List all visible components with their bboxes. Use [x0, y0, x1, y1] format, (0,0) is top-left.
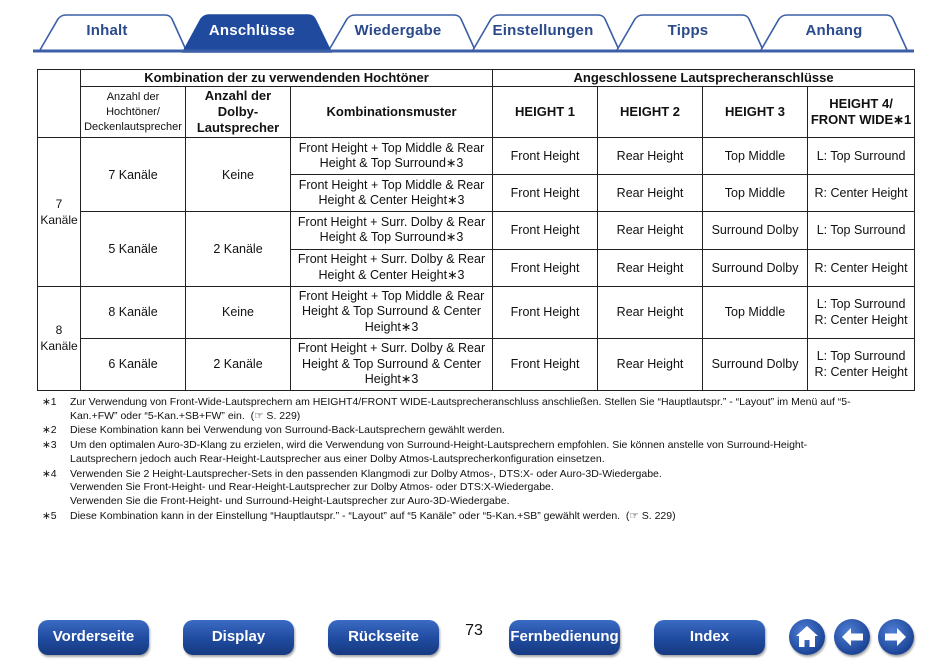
footnote-line[interactable]: Diese Kombination kann in der Einstellung “Hauptlautspr.” - “Layout” auf “5 Kanäle” oder “5-Kan.+SB” gewählt werden. (☞ S. 229) [70, 509, 676, 522]
table-row [38, 212, 915, 249]
footnote-line: Zur Verwendung von Front-Wide-Lautsprechern am HEIGHT4/FRONT WIDE-Lautsprecheranschluss anschließen. Stellen Sie “Hauptlautspr.” - “Layout” im Menü auf “5- [70, 396, 851, 408]
subheader-height-2: HEIGHT 2 [598, 87, 703, 138]
cell-height-2: Rear Height [598, 338, 703, 390]
tab-anschluesse[interactable]: Anschlüsse [208, 22, 296, 39]
header-right: Angeschlossene Lautsprecheranschlüsse [493, 70, 915, 87]
cell-muster: Front Height + Surr. Dolby & Rear Height & Center Height∗3 [291, 249, 493, 286]
footnotes [42, 396, 922, 524]
display-button[interactable]: Display [183, 620, 294, 655]
corner-cell [38, 70, 81, 138]
cell-muster: Front Height + Top Middle & Rear Height & Top Surround∗3 [291, 138, 493, 175]
footnote-line[interactable]: Kan.+FW” oder “5-Kan.+SB+FW” ein. (☞ S. 229) [70, 409, 301, 422]
arrow-right-icon [878, 619, 914, 655]
cell-height-2: Rear Height [598, 249, 703, 286]
cell-muster: Front Height + Surr. Dolby & Rear Height & Top Surround∗3 [291, 212, 493, 249]
cell-height-1: Front Height [493, 286, 598, 338]
subheader-height-1: HEIGHT 1 [493, 87, 598, 138]
cell-height-4-left: L: Top Surround [816, 297, 906, 312]
tab-bar [0, 0, 950, 56]
cell-height-2: Rear Height [598, 212, 703, 249]
cell-height-3: Top Middle [703, 138, 808, 175]
cell-dolby: 2 Kanäle [186, 338, 291, 390]
home-icon [789, 619, 825, 655]
group-8-kanaele: 8 Kanäle [38, 286, 81, 390]
tab-anhang[interactable]: Anhang [805, 22, 863, 39]
home-button[interactable] [789, 619, 825, 655]
footnote [42, 510, 922, 524]
cell-height-2: Rear Height [598, 175, 703, 212]
footnote [42, 424, 922, 438]
cell-height-1: Front Height [493, 138, 598, 175]
footnote [42, 396, 922, 423]
table-row [38, 286, 915, 338]
cell-height-1: Front Height [493, 338, 598, 390]
back-button[interactable] [834, 619, 870, 655]
cell-height-4: L: Top Surround [808, 138, 915, 175]
header-left: Kombination der zu verwendenden Hochtöner [81, 70, 493, 87]
cell-height-1: Front Height [493, 175, 598, 212]
cell-height-2: Rear Height [598, 286, 703, 338]
footnote-line: Um den optimalen Auro-3D-Klang zu erzielen, wird die Verwendung von Surround-Height-Lautsprechern empfohlen. Sie können anstelle von Surround-Height- [70, 439, 808, 452]
cell-height-4: R: Center Height [808, 175, 915, 212]
rueckseite-button[interactable]: Rückseite [328, 620, 439, 655]
cell-height-4 [808, 286, 915, 338]
vorderseite-button[interactable]: Vorderseite [38, 620, 149, 655]
cell-dolby: Keine [186, 138, 291, 212]
forward-button[interactable] [878, 619, 914, 655]
footnote-mark: ∗1 [42, 396, 57, 408]
index-button[interactable]: Index [654, 620, 765, 655]
cell-height-2: Rear Height [598, 138, 703, 175]
cell-muster: Front Height + Top Middle & Rear Height & Top Surround & Center Height∗3 [291, 286, 493, 338]
subheader-height-4: HEIGHT 4/ FRONT WIDE∗1 [808, 87, 915, 138]
cell-dolby: Keine [186, 286, 291, 338]
cell-height-3: Surround Dolby [703, 212, 808, 249]
footnote [42, 468, 922, 509]
arrow-left-icon [834, 619, 870, 655]
cell-muster: Front Height + Top Middle & Rear Height & Center Height∗3 [291, 175, 493, 212]
tab-inhalt[interactable]: Inhalt [86, 22, 128, 39]
footnote-line: Lautsprechern jedoch auch Rear-Height-Lautsprecher aus einer Dolby Atmos-Lautsprecherkonfiguration einsetzen. [70, 452, 605, 465]
table-row [38, 338, 915, 390]
subheader-anzahl-hochtoener: Anzahl der Hochtöner/ Deckenlautsprecher [81, 87, 186, 138]
page-number: 73 [465, 622, 483, 639]
footnote-line: Verwenden Sie Front-Height- und Rear-Height-Lautsprecher zur Dolby Atmos- oder DTS:X-Wiedergabe. [70, 481, 554, 494]
cell-hochtoener: 6 Kanäle [81, 338, 186, 390]
cell-hochtoener: 7 Kanäle [81, 138, 186, 212]
cell-height-4: L: Top Surround [808, 212, 915, 249]
subheader-kombinationsmuster: Kombinationsmuster [291, 87, 493, 138]
tab-einstellungen[interactable]: Einstellungen [492, 22, 594, 39]
cell-height-3: Surround Dolby [703, 338, 808, 390]
cell-height-3: Surround Dolby [703, 249, 808, 286]
cell-hochtoener: 5 Kanäle [81, 212, 186, 286]
footnote-mark: ∗2 [42, 424, 57, 437]
cell-height-4: R: Center Height [808, 249, 915, 286]
cell-height-4 [808, 338, 915, 390]
footnote-line: Verwenden Sie die Front-Height- und Surround-Height-Lautsprecher zur Auro-3D-Wiedergabe. [70, 494, 510, 507]
cell-height-3: Top Middle [703, 175, 808, 212]
cell-height-4-right: R: Center Height [814, 365, 908, 380]
group-7-kanaele: 7 Kanäle [38, 138, 81, 286]
footnote-line: Diese Kombination kann bei Verwendung von Surround-Back-Lautsprechern gewählt werden. [70, 424, 505, 437]
cell-height-4-left: L: Top Surround [816, 349, 906, 364]
cell-height-1: Front Height [493, 249, 598, 286]
cell-hochtoener: 8 Kanäle [81, 286, 186, 338]
fernbedienung-button[interactable]: Fernbedienung [509, 620, 620, 655]
cell-dolby: 2 Kanäle [186, 212, 291, 286]
tab-wiedergabe[interactable]: Wiedergabe [354, 22, 442, 39]
speaker-combination-table [37, 69, 915, 391]
footnote-line: Verwenden Sie 2 Height-Lautsprecher-Sets in den passenden Klangmodi zur Dolby Atmos-, DTS:X- oder Auro-3D-Wiedergabe. [70, 467, 662, 480]
footnote-mark: ∗5 [42, 509, 57, 522]
footnote-mark: ∗3 [42, 439, 57, 452]
subheader-anzahl-dolby: Anzahl der Dolby-Lautsprecher [186, 87, 291, 138]
footnote [42, 439, 922, 466]
cell-muster: Front Height + Surr. Dolby & Rear Height & Top Surround & Center Height∗3 [291, 338, 493, 390]
cell-height-1: Front Height [493, 212, 598, 249]
tab-tipps[interactable]: Tipps [667, 22, 709, 39]
cell-height-4-right: R: Center Height [814, 313, 908, 328]
table-row [38, 138, 915, 175]
footnote-mark: ∗4 [42, 467, 57, 480]
subheader-height-3: HEIGHT 3 [703, 87, 808, 138]
cell-height-3: Top Middle [703, 286, 808, 338]
